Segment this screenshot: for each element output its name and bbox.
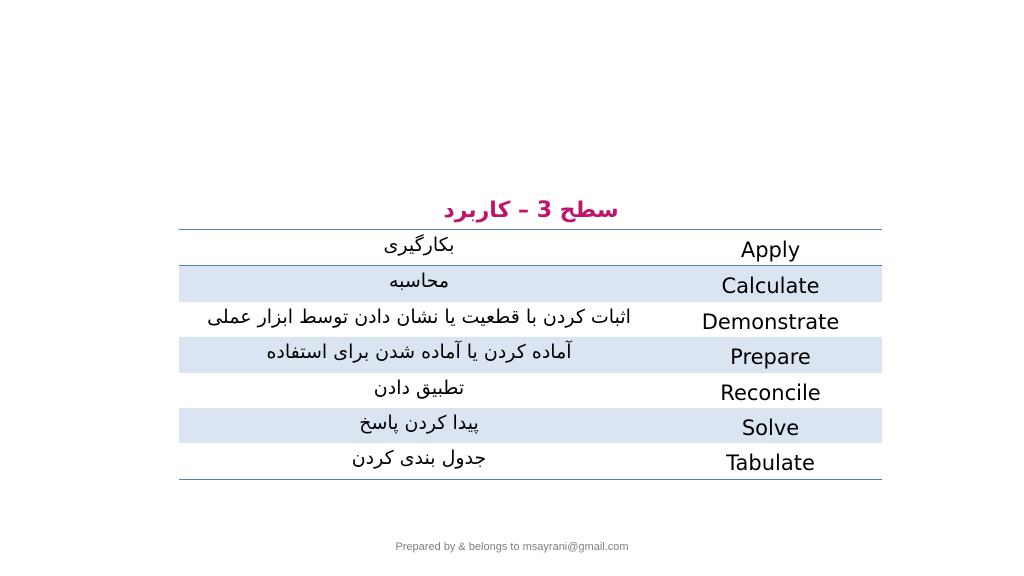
persian-term: تطبیق دادن (373, 376, 465, 399)
persian-term: پیدا کردن پاسخ (359, 411, 479, 434)
table-row (179, 230, 882, 266)
english-term: Solve (741, 415, 800, 440)
persian-term: محاسبه (388, 270, 450, 293)
persian-term: اثبات کردن با قطعیت یا نشان دادن توسط ابزار عملی (207, 305, 631, 328)
table-title: سطح 3 – کاربرد (443, 198, 619, 223)
english-term: Reconcile (720, 380, 821, 405)
english-term: Calculate (721, 274, 820, 299)
english-term: Apply (740, 238, 801, 262)
verbs-table (179, 229, 882, 480)
english-term: Demonstrate (701, 309, 840, 334)
persian-term: آماده کردن یا آماده شدن برای استفاده (266, 341, 572, 364)
table-row (179, 302, 882, 337)
table-row (179, 373, 882, 408)
table-row (179, 266, 882, 301)
english-term: Tabulate (726, 451, 815, 476)
persian-term: جدول بندی کردن (351, 447, 487, 470)
table-row (179, 443, 882, 478)
persian-term: بکارگیری (383, 234, 455, 256)
table-row (179, 337, 882, 372)
table-row (179, 408, 882, 443)
english-term: Prepare (730, 345, 811, 370)
footer-credit: Prepared by & belongs to msayrani@gmail.com (395, 541, 629, 553)
